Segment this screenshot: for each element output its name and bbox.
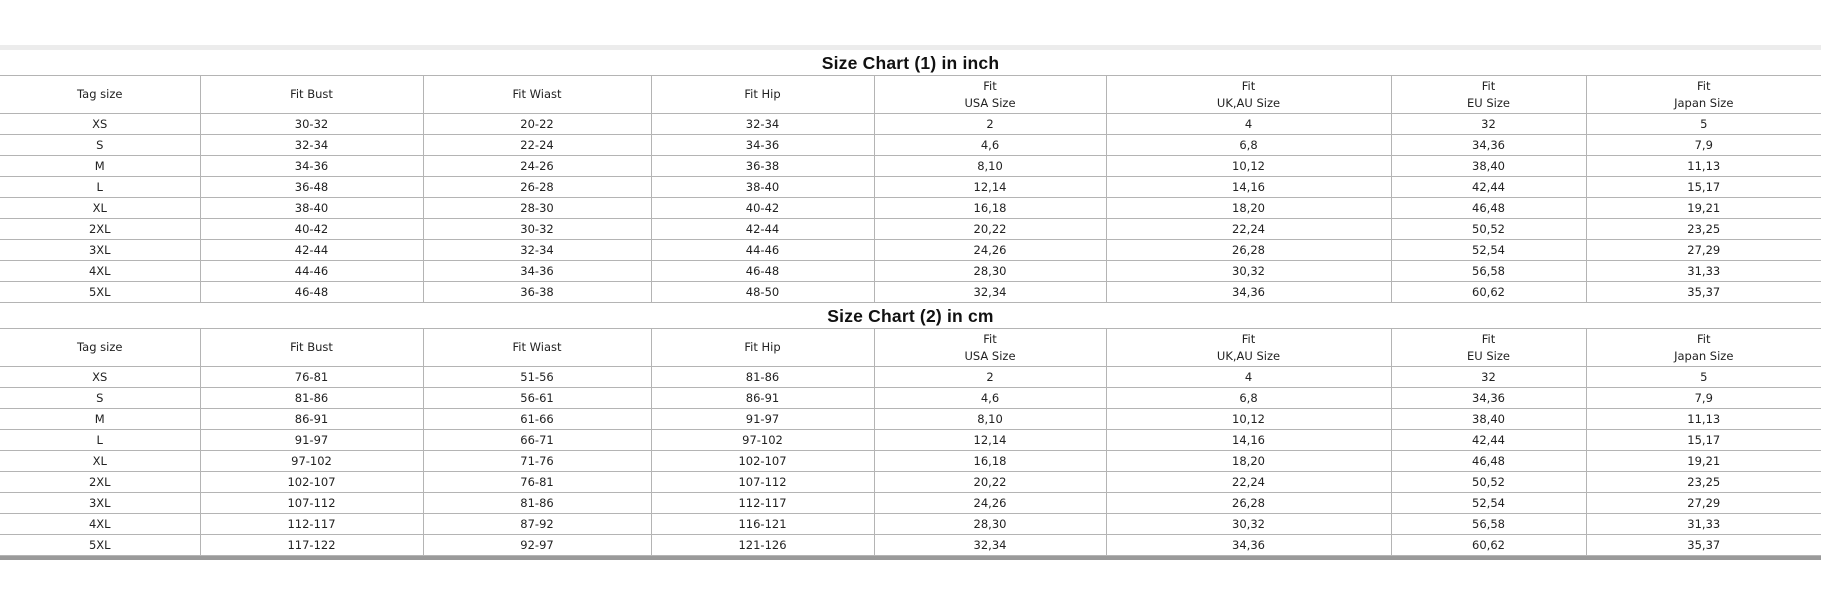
table-row xyxy=(0,198,1821,219)
table-cell: 91-97 xyxy=(200,430,423,451)
table-cell: 27,29 xyxy=(1586,240,1821,261)
column-header xyxy=(874,329,1106,367)
table-row xyxy=(0,535,1821,556)
table-cell: 121-126 xyxy=(651,535,874,556)
column-header xyxy=(651,329,874,367)
tag-size-cell: 5XL xyxy=(0,535,200,556)
table-cell: 15,17 xyxy=(1586,430,1821,451)
table-cell: 46-48 xyxy=(651,261,874,282)
column-header-label: Tag size xyxy=(77,340,123,354)
column-header-label: Fit Bust xyxy=(290,340,333,354)
table-cell: 102-107 xyxy=(651,451,874,472)
table-cell: 92-97 xyxy=(423,535,651,556)
column-header-label: Fit Hip xyxy=(744,340,781,354)
column-header-label: Fit Hip xyxy=(744,87,781,101)
column-header-label: Fit xyxy=(1481,78,1496,93)
table-cell: 35,37 xyxy=(1586,535,1821,556)
column-header-sublabel: UK,AU Size xyxy=(1216,348,1281,363)
table-cell: 76-81 xyxy=(200,367,423,388)
table-cell: 38-40 xyxy=(651,177,874,198)
table-cell: 30,32 xyxy=(1106,514,1391,535)
table-cell: 34-36 xyxy=(200,156,423,177)
table-cell: 40-42 xyxy=(651,198,874,219)
size-chart-cm-table xyxy=(0,328,1821,556)
table-cell: 61-66 xyxy=(423,409,651,430)
table-cell: 38-40 xyxy=(200,198,423,219)
table-row xyxy=(0,261,1821,282)
column-header xyxy=(200,329,423,367)
table-cell: 81-86 xyxy=(651,367,874,388)
table-cell: 28-30 xyxy=(423,198,651,219)
table-cell: 38,40 xyxy=(1391,156,1586,177)
table-cell: 32-34 xyxy=(423,240,651,261)
column-header-label: Fit Wiast xyxy=(512,340,562,354)
table-cell: 20,22 xyxy=(874,219,1106,240)
column-header-label: Fit xyxy=(1697,331,1711,346)
table-header-row xyxy=(0,76,1821,114)
table-row xyxy=(0,282,1821,303)
table-cell: 26,28 xyxy=(1106,240,1391,261)
table-cell: 112-117 xyxy=(651,493,874,514)
table-row xyxy=(0,514,1821,535)
table-cell: 6,8 xyxy=(1106,388,1391,409)
column-header xyxy=(423,329,651,367)
column-header-label: Fit xyxy=(1241,331,1256,346)
table-cell: 42,44 xyxy=(1391,430,1586,451)
size-chart-sheet xyxy=(0,50,1821,560)
tag-size-cell: L xyxy=(0,177,200,198)
table-cell: 50,52 xyxy=(1391,219,1586,240)
table-cell: 19,21 xyxy=(1586,198,1821,219)
table-cell: 4,6 xyxy=(874,135,1106,156)
table-cell: 76-81 xyxy=(423,472,651,493)
tag-size-cell: S xyxy=(0,388,200,409)
table-cell: 42-44 xyxy=(651,219,874,240)
column-header-label: Fit Bust xyxy=(290,87,333,101)
table-cell: 8,10 xyxy=(874,409,1106,430)
tag-size-cell: M xyxy=(0,409,200,430)
column-header-label: Fit xyxy=(983,78,997,93)
table-cell: 19,21 xyxy=(1586,451,1821,472)
tag-size-cell: 4XL xyxy=(0,261,200,282)
table-row xyxy=(0,367,1821,388)
column-header-label: Fit xyxy=(1241,78,1256,93)
table-cell: 32 xyxy=(1391,367,1586,388)
table-cell: 56,58 xyxy=(1391,514,1586,535)
tag-size-cell: 2XL xyxy=(0,219,200,240)
table-cell: 46-48 xyxy=(200,282,423,303)
column-header-sublabel: Japan Size xyxy=(1674,348,1734,363)
table-cell: 34,36 xyxy=(1106,282,1391,303)
table-cell: 2 xyxy=(874,367,1106,388)
bottom-rule xyxy=(0,556,1821,560)
table-cell: 6,8 xyxy=(1106,135,1391,156)
column-header-label: Fit xyxy=(1481,331,1496,346)
column-header xyxy=(1586,329,1821,367)
table-cell: 50,52 xyxy=(1391,472,1586,493)
tag-size-cell: XL xyxy=(0,451,200,472)
table-cell: 15,17 xyxy=(1586,177,1821,198)
table-cell: 26-28 xyxy=(423,177,651,198)
column-header xyxy=(651,76,874,114)
table-cell: 23,25 xyxy=(1586,219,1821,240)
column-header xyxy=(0,329,200,367)
table-cell: 35,37 xyxy=(1586,282,1821,303)
table-cell: 26,28 xyxy=(1106,493,1391,514)
table-cell: 16,18 xyxy=(874,451,1106,472)
table-cell: 32,34 xyxy=(874,535,1106,556)
table-cell: 5 xyxy=(1586,114,1821,135)
table-cell: 36-48 xyxy=(200,177,423,198)
table-cell: 117-122 xyxy=(200,535,423,556)
table-cell: 11,13 xyxy=(1586,156,1821,177)
table-cell: 30,32 xyxy=(1106,261,1391,282)
tag-size-cell: 2XL xyxy=(0,472,200,493)
table-cell: 10,12 xyxy=(1106,409,1391,430)
table-cell: 60,62 xyxy=(1391,282,1586,303)
tag-size-cell: S xyxy=(0,135,200,156)
column-header-sublabel: UK,AU Size xyxy=(1216,95,1281,110)
table-cell: 24,26 xyxy=(874,240,1106,261)
table-cell: 46,48 xyxy=(1391,451,1586,472)
table-row xyxy=(0,177,1821,198)
table-cell: 44-46 xyxy=(200,261,423,282)
tag-size-cell: XL xyxy=(0,198,200,219)
table-cell: 112-117 xyxy=(200,514,423,535)
column-header-label: Tag size xyxy=(77,87,123,101)
table-cell: 32 xyxy=(1391,114,1586,135)
table-cell: 107-112 xyxy=(200,493,423,514)
size-chart-inch-table xyxy=(0,75,1821,303)
table-cell: 42-44 xyxy=(200,240,423,261)
table-cell: 81-86 xyxy=(200,388,423,409)
table-cell: 107-112 xyxy=(651,472,874,493)
table-cell: 36-38 xyxy=(651,156,874,177)
table-cell: 32,34 xyxy=(874,282,1106,303)
table-cell: 46,48 xyxy=(1391,198,1586,219)
size-chart-inch-title: Size Chart (1) in inch xyxy=(821,53,1000,73)
column-header-sublabel: Japan Size xyxy=(1674,95,1734,110)
table-cell: 7,9 xyxy=(1586,135,1821,156)
table-cell: 91-97 xyxy=(651,409,874,430)
table-cell: 4,6 xyxy=(874,388,1106,409)
table-cell: 86-91 xyxy=(200,409,423,430)
table-cell: 28,30 xyxy=(874,514,1106,535)
table-row xyxy=(0,409,1821,430)
table-cell: 30-32 xyxy=(423,219,651,240)
table-cell: 20-22 xyxy=(423,114,651,135)
table-cell: 5 xyxy=(1586,367,1821,388)
table-row xyxy=(0,430,1821,451)
table-cell: 7,9 xyxy=(1586,388,1821,409)
size-chart-cm-title: Size Chart (2) in cm xyxy=(827,306,994,326)
table-cell: 32-34 xyxy=(651,114,874,135)
table-cell: 18,20 xyxy=(1106,198,1391,219)
table-cell: 24,26 xyxy=(874,493,1106,514)
column-header-sublabel: EU Size xyxy=(1467,95,1510,110)
table-cell: 32-34 xyxy=(200,135,423,156)
table-cell: 34-36 xyxy=(651,135,874,156)
table-cell: 97-102 xyxy=(651,430,874,451)
tag-size-cell: 3XL xyxy=(0,240,200,261)
table-cell: 102-107 xyxy=(200,472,423,493)
table-cell: 10,12 xyxy=(1106,156,1391,177)
table-row xyxy=(0,240,1821,261)
table-cell: 12,14 xyxy=(874,177,1106,198)
table-row xyxy=(0,472,1821,493)
table-cell: 56,58 xyxy=(1391,261,1586,282)
column-header-sublabel: USA Size xyxy=(964,95,1016,110)
tag-size-cell: 4XL xyxy=(0,514,200,535)
table-cell: 22,24 xyxy=(1106,472,1391,493)
table-cell: 36-38 xyxy=(423,282,651,303)
table-cell: 27,29 xyxy=(1586,493,1821,514)
column-header-label: Fit xyxy=(983,331,997,346)
table-row xyxy=(0,451,1821,472)
table-row xyxy=(0,135,1821,156)
table-row xyxy=(0,156,1821,177)
table-cell: 31,33 xyxy=(1586,514,1821,535)
table-cell: 12,14 xyxy=(874,430,1106,451)
column-header-label: Fit Wiast xyxy=(512,87,562,101)
table-row xyxy=(0,114,1821,135)
column-header xyxy=(0,76,200,114)
table-cell: 86-91 xyxy=(651,388,874,409)
table-cell: 20,22 xyxy=(874,472,1106,493)
table-cell: 31,33 xyxy=(1586,261,1821,282)
tag-size-cell: M xyxy=(0,156,200,177)
column-header xyxy=(1106,76,1391,114)
table-cell: 48-50 xyxy=(651,282,874,303)
column-header xyxy=(874,76,1106,114)
table-cell: 66-71 xyxy=(423,430,651,451)
table-cell: 16,18 xyxy=(874,198,1106,219)
column-header-sublabel: EU Size xyxy=(1467,348,1510,363)
table-cell: 22,24 xyxy=(1106,219,1391,240)
table-cell: 34,36 xyxy=(1106,535,1391,556)
table-cell: 34-36 xyxy=(423,261,651,282)
table-cell: 34,36 xyxy=(1391,135,1586,156)
table-cell: 28,30 xyxy=(874,261,1106,282)
table-cell: 87-92 xyxy=(423,514,651,535)
tag-size-cell: XS xyxy=(0,367,200,388)
table-cell: 11,13 xyxy=(1586,409,1821,430)
table-row xyxy=(0,493,1821,514)
table-cell: 44-46 xyxy=(651,240,874,261)
table-cell: 34,36 xyxy=(1391,388,1586,409)
table-cell: 51-56 xyxy=(423,367,651,388)
table-cell: 30-32 xyxy=(200,114,423,135)
table-row xyxy=(0,388,1821,409)
tag-size-cell: 5XL xyxy=(0,282,200,303)
table-cell: 71-76 xyxy=(423,451,651,472)
table-cell: 81-86 xyxy=(423,493,651,514)
table-cell: 97-102 xyxy=(200,451,423,472)
column-header xyxy=(1586,76,1821,114)
table-cell: 116-121 xyxy=(651,514,874,535)
table-cell: 52,54 xyxy=(1391,493,1586,514)
table-cell: 42,44 xyxy=(1391,177,1586,198)
column-header xyxy=(423,76,651,114)
tag-size-cell: 3XL xyxy=(0,493,200,514)
table-cell: 2 xyxy=(874,114,1106,135)
table-cell: 22-24 xyxy=(423,135,651,156)
table-cell: 40-42 xyxy=(200,219,423,240)
tag-size-cell: XS xyxy=(0,114,200,135)
table-cell: 8,10 xyxy=(874,156,1106,177)
table-header-row xyxy=(0,329,1821,367)
table-cell: 38,40 xyxy=(1391,409,1586,430)
table-cell: 14,16 xyxy=(1106,177,1391,198)
column-header xyxy=(1106,329,1391,367)
column-header xyxy=(1391,329,1586,367)
table-cell: 24-26 xyxy=(423,156,651,177)
table-cell: 56-61 xyxy=(423,388,651,409)
table-cell: 4 xyxy=(1106,367,1391,388)
tag-size-cell: L xyxy=(0,430,200,451)
table-cell: 60,62 xyxy=(1391,535,1586,556)
table-cell: 18,20 xyxy=(1106,451,1391,472)
table-cell: 52,54 xyxy=(1391,240,1586,261)
column-header xyxy=(1391,76,1586,114)
column-header xyxy=(200,76,423,114)
column-header-label: Fit xyxy=(1697,78,1711,93)
table-row xyxy=(0,219,1821,240)
column-header-sublabel: USA Size xyxy=(964,348,1016,363)
table-cell: 4 xyxy=(1106,114,1391,135)
table-cell: 14,16 xyxy=(1106,430,1391,451)
table-cell: 23,25 xyxy=(1586,472,1821,493)
